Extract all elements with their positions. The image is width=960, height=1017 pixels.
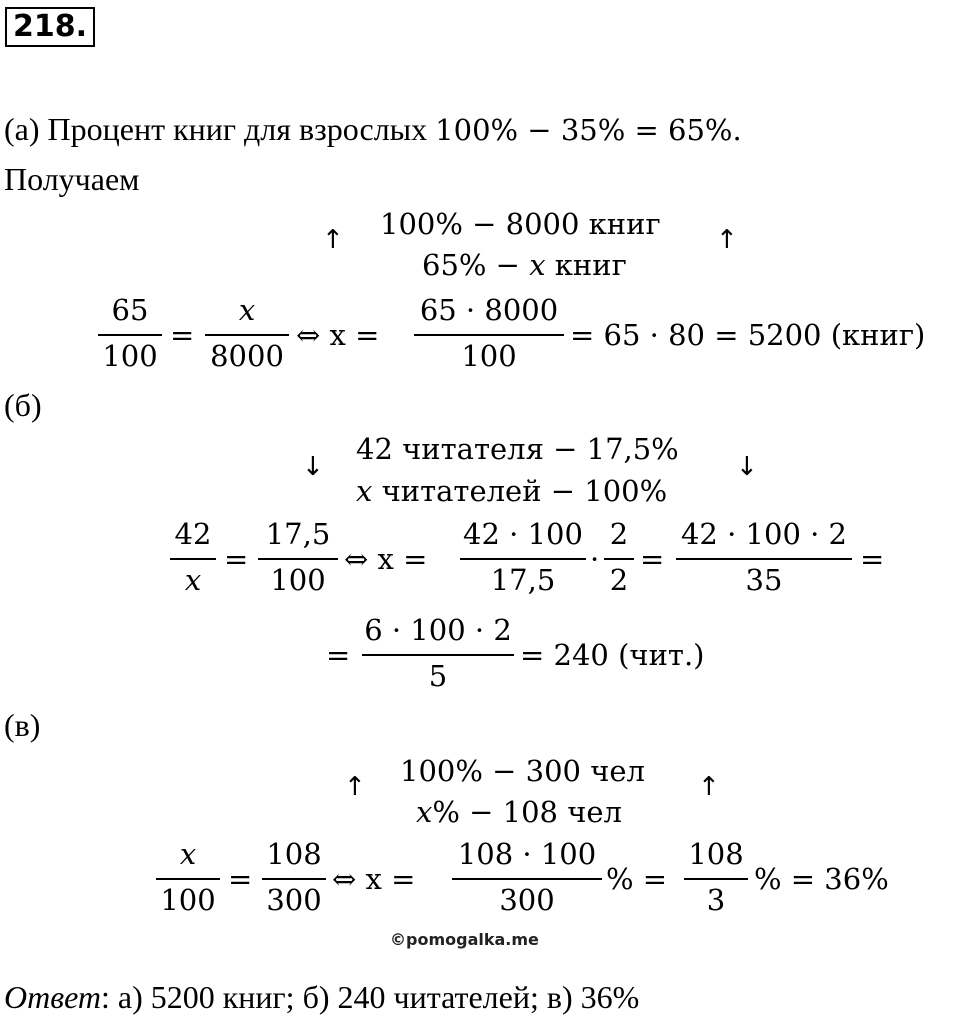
part-a-equiv: ⇔ x =	[296, 318, 380, 352]
equals-sign: =	[326, 638, 351, 672]
part-a-proportion-line1: 100% − 8000 книг	[380, 207, 661, 241]
part-c-proportion-line2: x% − 108 чел	[416, 795, 622, 829]
part-a-intro-math: 100% − 35% = 65%.	[435, 113, 742, 147]
part-b-fraction-5: 42 · 100 · 2 35	[676, 514, 852, 600]
part-b-fraction-1: 42 x	[170, 514, 216, 600]
part-b-fraction-6: 6 · 100 · 2 5	[362, 610, 514, 696]
part-a-fraction-1: 65 100	[98, 290, 162, 376]
part-b-proportion-line2: x читателей − 100%	[356, 474, 668, 508]
part-a-intro	[4, 110, 742, 148]
part-a-intro-text: (а) Процент книг для взрослых	[4, 111, 428, 147]
part-c-label: (в)	[4, 707, 41, 743]
problem-number: 218.	[5, 7, 95, 47]
equals-sign: =	[170, 318, 195, 352]
arrow-up-icon: ↑	[322, 225, 344, 255]
answer-label: Ответ	[4, 979, 101, 1015]
part-c-fraction-3: 108 · 100 300	[452, 834, 602, 920]
part-c-fraction-2: 108 300	[262, 834, 326, 920]
part-c-fraction-4: 108 3	[684, 834, 748, 920]
part-c-fraction-1: x 100	[156, 834, 220, 920]
equals-sign: =	[224, 542, 249, 576]
part-b-fraction-3: 42 · 100 17,5	[460, 514, 586, 600]
part-b-equiv: ⇔ x =	[344, 542, 428, 576]
part-c-percent-equals: % =	[606, 862, 668, 896]
arrow-up-icon: ↑	[716, 225, 738, 255]
part-b-fraction-4: 2 2	[604, 514, 634, 600]
part-a-fraction-2: x 8000	[205, 290, 289, 376]
answer-text: : а) 5200 книг; б) 240 читателей; в) 36%	[101, 979, 640, 1015]
equals-sign: =	[640, 542, 665, 576]
arrow-down-icon: ↓	[736, 452, 758, 482]
part-a-result: = 65 · 80 = 5200 (книг)	[570, 318, 926, 352]
part-a-result-word: Получаем	[4, 161, 140, 197]
part-b-fraction-2: 17,5 100	[258, 514, 338, 600]
equals-sign: =	[860, 542, 885, 576]
part-c-equiv: ⇔ x =	[332, 862, 416, 896]
watermark: ©pomogalka.me	[390, 930, 539, 949]
part-a-fraction-3: 65 · 8000 100	[414, 290, 564, 376]
part-c-result: % = 36%	[754, 862, 889, 896]
part-a-proportion-line2: 65% − x книг	[422, 248, 627, 282]
equals-sign: =	[228, 862, 253, 896]
part-c-proportion-line1: 100% − 300 чел	[400, 754, 645, 788]
part-b-label: (б)	[4, 387, 42, 423]
arrow-down-icon: ↓	[302, 452, 324, 482]
part-b-result: = 240 (чит.)	[520, 638, 705, 672]
part-b-proportion-line1: 42 читателя − 17,5%	[356, 432, 679, 466]
arrow-up-icon: ↑	[698, 772, 720, 802]
multiply-dot: ·	[590, 542, 600, 576]
answer-line	[4, 978, 639, 1016]
arrow-up-icon: ↑	[344, 772, 366, 802]
